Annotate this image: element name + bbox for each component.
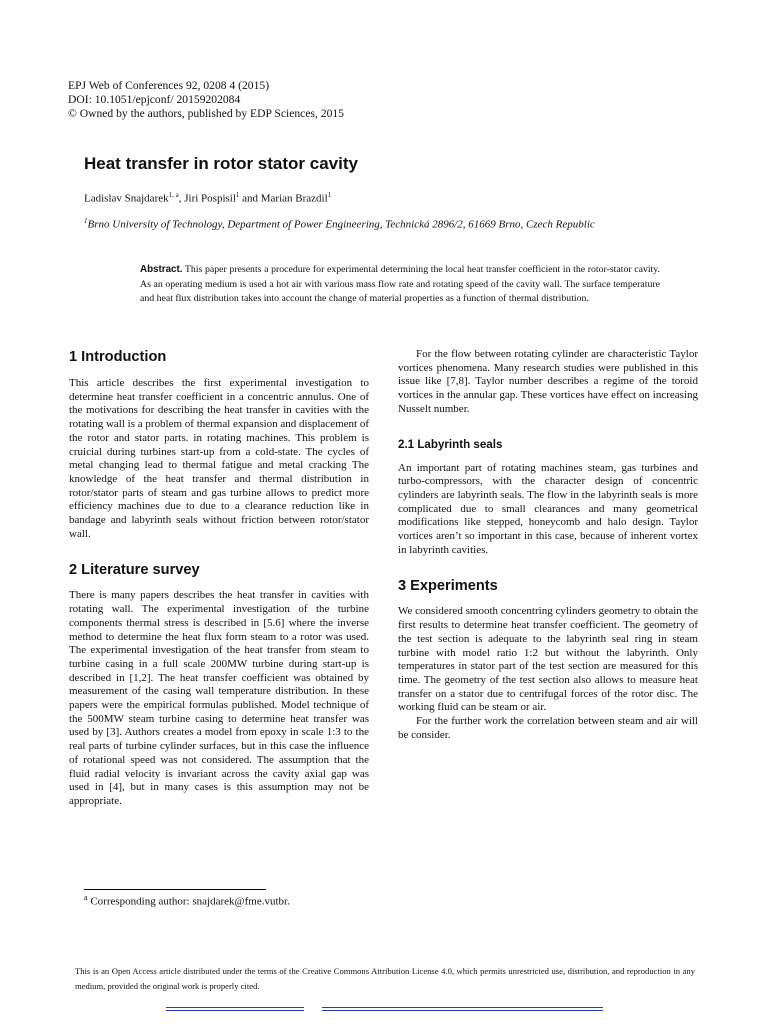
copyright-line: © Owned by the authors, published by EDP Sciences, 2015 (68, 107, 344, 120)
literature-paragraph: There is many papers describes the heat transfer in cavities with rotating wall. The experimental investigation of the turbine components thermal stress is described in [5.6] where the inverse method to determine the heat flux form steam to a rotor was used. The experimental investigation of the heat transfer from steam to turbine casing in a full scale 200MW turbine during start-up is described in [1,2]. The heat transfer coefficient was obtained by measurement of the casing wall temperature distribution. In these papers were the empirical formulas published. Model technique of the 500MW steam turbine casing to determine heat transfer was used by [3]. Authors creates a model from epoxy in scale 1:3 to the real parts of turbine cylinder surfaces, but in this case the influence of rotational speed was not considered. The assumption that the fluid radial velocity is invariant across the cavity axial gap was used in [4], but in many cases is this assumption may not be appropriate. (69, 589, 369, 807)
author-2: , Jiri Pospisil (178, 192, 236, 205)
footnote-rule (84, 889, 266, 890)
section-heading-experiments: 3 Experiments (398, 578, 498, 595)
experiments-paragraph: We considered smooth concentring cylinders geometry to obtain the first results to determine heat transfer coefficient. The geometry of the test section is adequate to the labyrinth seal ring in steam turbine with model ratio 1:2 but without the labyrinth. Only temperatures in stator part of the test section are measured for this time. The geometry of the test section also allows to measure heat transfer on a stator due to centrifugal forces of the rotor disc. The working fluid can be steam or air. (398, 605, 698, 714)
introduction-paragraph: This article describes the first experimental investigation to determine heat transfer coefficient in a concentric annulus. One of the motivations for describing the heat transfer in cavities with the rotating wall is a problem of thermal expansion and displacement of the rotor and stator parts. in rotating machines. This problem is cruicial during turbines start-up from a cold-state. The cycles of metal changing lead to thermal fatigue and metal cracking The knowledge of the heat transfer and thermal distribution in rotor/stator parts of steam and gas turbine allows to predict more efficiency machines due to due to a clearance reduction like in bandage and labyrinth seals without friction between rotor/stator wall. (69, 377, 369, 540)
doi-line: DOI: 10.1051/epjconf/ 20159202084 (68, 93, 241, 106)
abstract-label: Abstract. (140, 264, 183, 275)
paper-title: Heat transfer in rotor stator cavity (84, 154, 358, 173)
left-column (69, 348, 369, 809)
subsection-heading-labyrinth: 2.1 Labyrinth seals (398, 437, 503, 451)
journal-line: EPJ Web of Conferences 92, 0208 4 (2015) (68, 79, 270, 92)
author-1-sup: 1, a (168, 191, 179, 199)
author-1: Ladislav Snajdarek (84, 192, 169, 205)
abstract-text: This paper presents a procedure for experimental determining the local heat transfer coefficient in the rotor-stator cavity. As an operating medium is used a hot air with various mass flow rate and rotating speed of the cavity wall. The surface temperature and heat flux distribution takes into account the change of material properties as a function of thermal distribution. (140, 264, 660, 305)
abstract (140, 263, 660, 307)
article-link[interactable] (322, 1007, 603, 1011)
footnote-sup: a (84, 893, 88, 902)
affiliation (84, 217, 595, 231)
labyrinth-paragraph: An important part of rotating machines steam, gas turbines and turbo-compressors, with the character design of concentric cylinders are labyrinth seals. The flow in the labyrinth seals is more complicated due to small clearances and many geometrical modifications like stepped, honeycomb and halo design. Taylor vortices aren’t so important in this case, because of inherent vortex in labyrinth cavities. (398, 461, 698, 556)
article-link[interactable] (166, 1007, 304, 1011)
affiliation-text: Brno University of Technology, Department of Power Engineering, Technická 2896/2, 61669 Brno, Czech Republic (87, 218, 595, 231)
author-3-sup: 1 (327, 191, 332, 199)
taylor-vortices-paragraph: For the flow between rotating cylinder are characteristic Taylor vortices phenomena. Many research studies were published in this issue like [7,8]. Taylor number describes a regime of the toroid vortices in the annular gap. These vortices have effect on increasing Nusselt number. (398, 348, 698, 415)
experiments-paragraph-2: For the further work the correlation between steam and air will be consider. (398, 715, 698, 741)
license-notice: This is an Open Access article distributed under the terms of the Creative Commons Attribution License 4.0, which permits unrestricted use, distribution, and reproduction in any medium, provided the original work is properly cited. (75, 966, 695, 991)
section-heading-introduction: 1 Introduction (69, 349, 167, 365)
section-heading-literature: 2 Literature survey (69, 562, 200, 579)
author-3: and Marian Brazdil (239, 192, 328, 205)
footnote (84, 893, 290, 908)
footnote-text: Corresponding author: snajdarek@fme.vutbr. (87, 895, 290, 908)
author-2-sup: 1 (235, 191, 240, 199)
affiliation-sup: 1 (84, 217, 88, 225)
publication-header (68, 79, 344, 121)
right-column (398, 348, 698, 742)
author-list (84, 191, 331, 205)
